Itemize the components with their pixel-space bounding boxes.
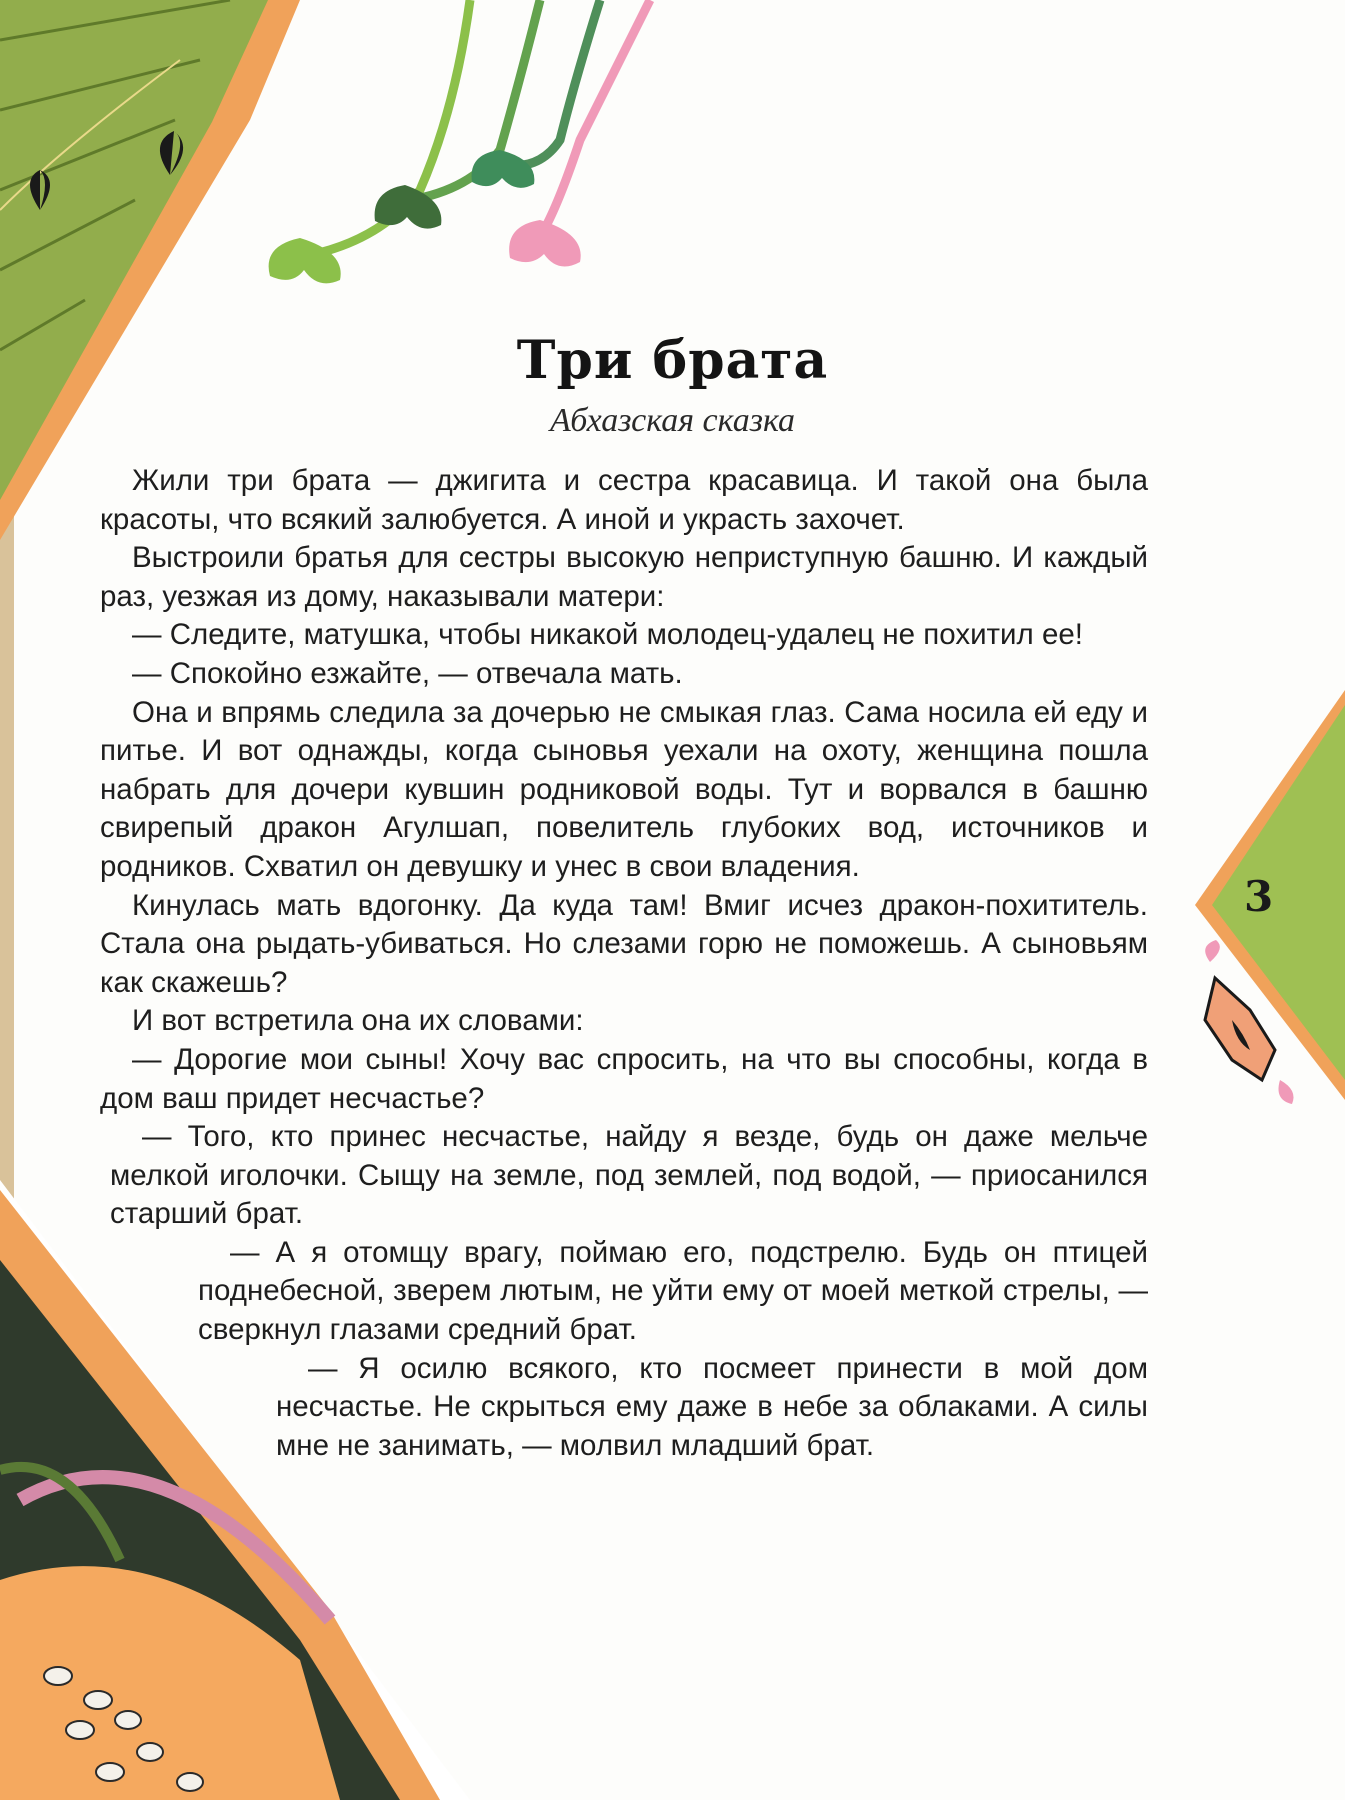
page-number: 3: [1244, 872, 1274, 921]
paragraph: Она и впрямь следила за дочерью не смыкая глаз. Сама носила ей еду и питье. И вот однажды, когда сыновья уехали на охоту, женщина пошла набрать для дочери кувшин родниковой воды. Тут и ворвался в башню свирепый дракон Агулшап, повелитель глубоких вод, источников и родников. Схватил он девушку и унес в свои владения.: [100, 695, 1148, 883]
story-subtitle: Абхазская сказка: [549, 402, 796, 439]
paragraph: — Следите, матушка, чтобы никакой молодец-удалец не похитил ее!: [132, 618, 1083, 652]
paragraph: Выстроили братья для сестры высокую неприступную башню. И каждый раз, уезжая из дому, наказывали матери:: [100, 541, 1148, 613]
story-title: Три брата: [516, 330, 829, 391]
paragraph: — Того, кто принес несчастье, найду я везде, будь он даже мельче мелкой иголочки. Сыщу на земле, под землей, под водой, — приосанился старший брат.: [110, 1120, 1148, 1231]
green-leaf-icon: [269, 238, 341, 283]
story-text: [0, 462, 1345, 1465]
paragraph: — Я осилю всякого, кто посмеет принести в мой дом несчастье. Не скрыться ему даже в небе за облаками. А силы мне не занимать, — молвил младший брат.: [276, 1351, 1148, 1462]
teal-leaf-icon: [472, 150, 535, 188]
paragraph: Кинулась мать вдогонку. Да куда там! Вмиг исчез дракон-похититель. Стала она рыдать-убиваться. Но слезами горю не поможешь. А сыновьям как скажешь?: [100, 888, 1148, 999]
paragraph: И вот встретила она их словами:: [132, 1004, 584, 1038]
paragraph: — Дорогие мои сыны! Хочу вас спросить, на что вы способны, когда в дом ваш придет несчастье?: [100, 1042, 1148, 1115]
paragraph: — А я отомщу врагу, поймаю его, подстрелю. Будь он птицей поднебесной, зверем лютым, не уйти ему от моей меткой стрелы, — сверкнул глазами средний брат.: [198, 1235, 1148, 1347]
pink-leaf-icon: [509, 220, 581, 267]
pink-stem: [545, 0, 650, 228]
paragraph: Жили три брата — джигита и сестра красавица. И такой она была красоты, что всякий залюбуется. А иной и украсть захочет.: [100, 464, 1148, 536]
paragraph: — Спокойно езжайте, — отвечала мать.: [132, 656, 683, 690]
